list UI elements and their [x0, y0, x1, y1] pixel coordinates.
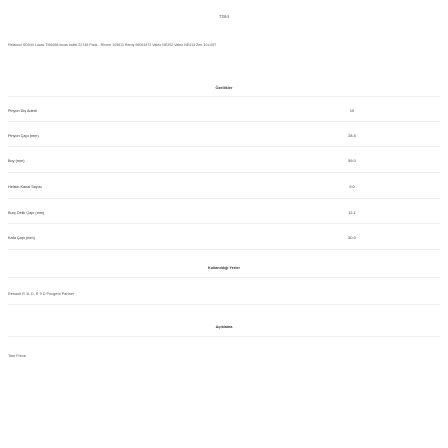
spec-label: Helisin Kanal Sayısı: [8, 185, 42, 189]
divider: [8, 96, 440, 97]
spec-label: Pinyon Diş Adedi: [8, 109, 37, 113]
divider: [8, 172, 440, 173]
divider: [8, 198, 440, 199]
spec-row: [8, 236, 440, 246]
usage-title: Kullanıldığı Yerler: [207, 266, 240, 270]
spec-label: Boy (mm): [8, 159, 25, 163]
compatibility-text: Relaocci SD044 Lucas TM6266 lucas indiel 22745 Paris - Rhone 103611 Remy 96051972 Valeo NE202 Valeo NE413 Zen 101.057: [8, 43, 217, 47]
divider: [8, 121, 440, 122]
divider: [8, 249, 440, 250]
divider: [8, 304, 440, 305]
spec-value: 12.1: [348, 211, 356, 215]
divider: [8, 146, 440, 147]
spec-row: [8, 134, 440, 144]
spec-value: 9.0: [349, 185, 355, 189]
divider: [8, 336, 440, 337]
spec-row: [8, 159, 440, 169]
spec-label: Burç Delik Çapı (mm): [8, 211, 45, 215]
spec-value: 28.5: [348, 134, 356, 138]
spec-row: [8, 211, 440, 221]
description-title: Açıklama: [215, 325, 233, 329]
spec-value: 50.0: [348, 236, 356, 240]
specs-title: Özellikler: [215, 86, 233, 90]
usage-text: Renault R 11 D, R 9 D Peugeot Partner: [8, 292, 75, 296]
spec-value: 10: [349, 109, 355, 113]
spec-label: Kafa Çapı (mm): [8, 236, 35, 240]
divider: [8, 223, 440, 224]
spec-row: [8, 185, 440, 195]
product-code: 7264: [218, 14, 229, 19]
spec-row: [8, 109, 440, 119]
divider: [8, 277, 440, 278]
spec-value: 59.0: [348, 159, 356, 163]
spec-label: Pinyon Çapı (mm): [8, 134, 39, 138]
description-text: Tam Frezе: [8, 354, 26, 358]
